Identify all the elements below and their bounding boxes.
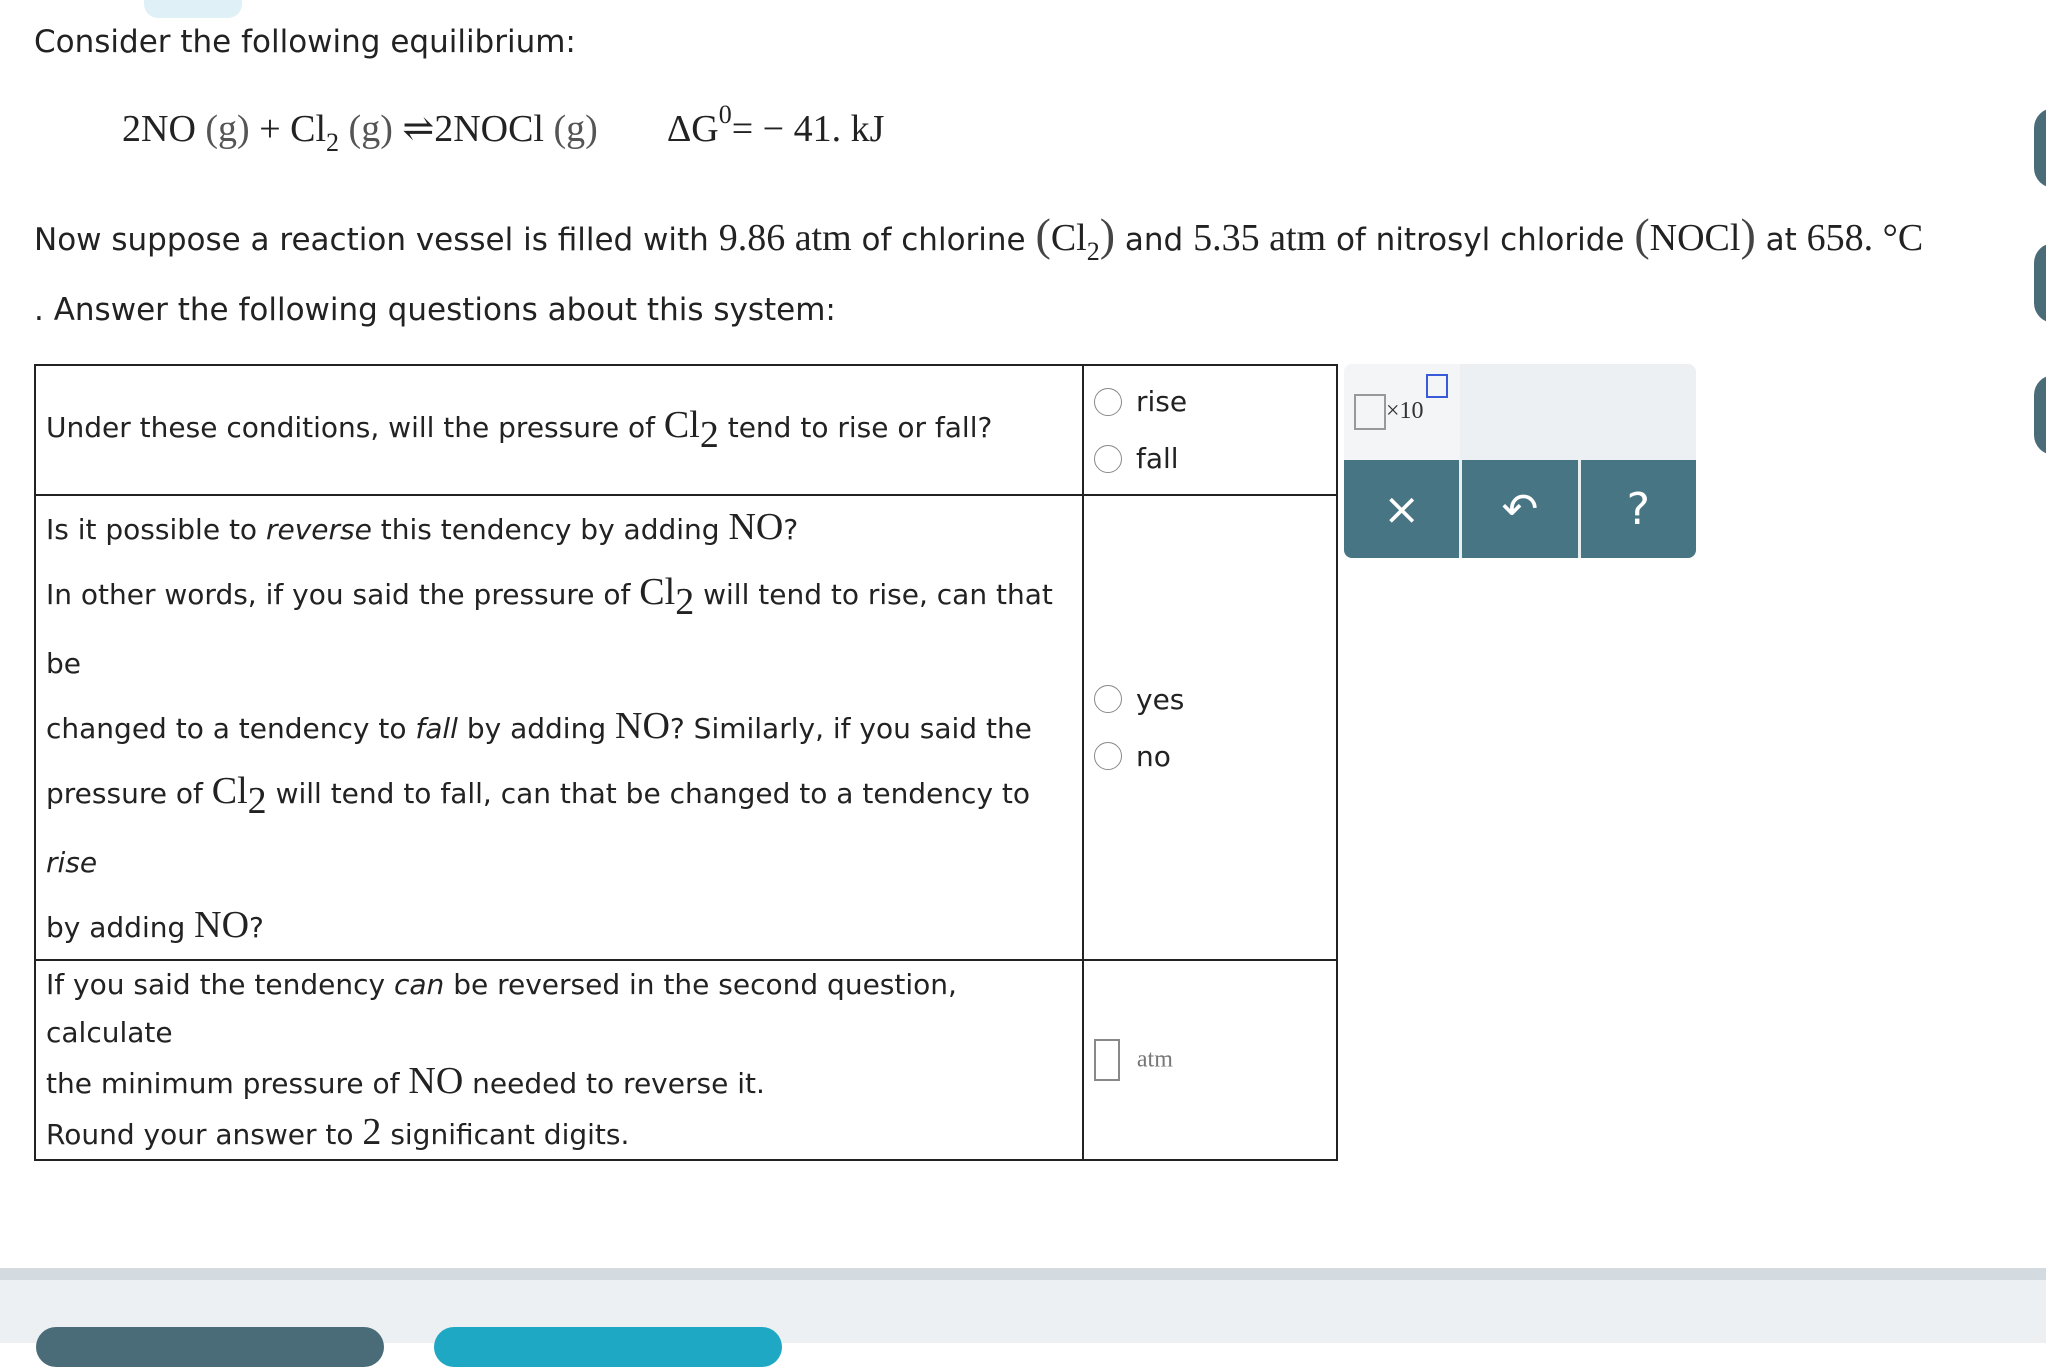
clear-button[interactable]: × — [1344, 460, 1462, 558]
side-button-1[interactable] — [2034, 108, 2046, 188]
footer-button-left[interactable] — [36, 1327, 384, 1367]
problem-prompt: Now suppose a reaction vessel is filled with 9.86 atm of chlorine $(Cl_2)$ and 5.35 atm of nitrosyl chloride (NOCl) at 658. °C . Answer the following questions about this system: — [34, 209, 1924, 328]
question-1: Under these conditions, will the pressure of $Cl_2$ tend to rise or fall? — [35, 365, 1083, 495]
question-table — [34, 364, 1338, 1161]
answer-3 — [1083, 960, 1337, 1160]
answer-1 — [1083, 365, 1337, 495]
delta-g: ΔG — [666, 108, 719, 150]
equilibrium-equation: 2NO $(g) + Cl_2$ (g) ⇌2NOCl (g) $\Delta G^0= - 41$. kJ — [122, 100, 885, 157]
mantissa-box-icon — [1354, 394, 1386, 430]
question-row-3 — [35, 960, 1337, 1160]
option-yes[interactable]: yes — [1094, 671, 1336, 728]
undo-button[interactable]: ↶ — [1462, 460, 1580, 558]
radio-rise[interactable] — [1094, 388, 1122, 416]
sci-notation-area — [1344, 364, 1460, 460]
equilibrium-arrow: ⇌ — [402, 108, 435, 150]
side-button-2[interactable] — [2034, 243, 2046, 323]
exponent-box-icon — [1426, 374, 1448, 398]
question-3: If you said the tendency can be reversed in the second question, calculate the minimum pressure of NO needed to reverse it. Round your answer to 2 significant digits. — [35, 960, 1083, 1160]
question-2: Is it possible to reverse this tendency by adding NO? In other words, if you said the pressure of $Cl_2$ will tend to rise, can that be changed to a tendency to fall by adding NO? Similarly, if you said the pressure of $Cl_2$ will tend to fall, can that be changed to a tendency to rise by adding NO? — [35, 495, 1083, 960]
side-button-3[interactable] — [2034, 375, 2046, 455]
answer-tools-panel — [1344, 364, 1696, 558]
question-row-2 — [35, 495, 1337, 960]
unit-label: atm — [1136, 1046, 1173, 1073]
question-row-1 — [35, 365, 1337, 495]
option-no[interactable]: no — [1094, 728, 1336, 785]
footer-button-right[interactable] — [434, 1327, 782, 1367]
top-tab[interactable] — [144, 0, 242, 18]
help-button[interactable]: ? — [1626, 483, 1650, 535]
radio-yes[interactable] — [1094, 685, 1122, 713]
sci-notation-button[interactable]: ×10 — [1354, 394, 1446, 430]
answer-2 — [1083, 495, 1337, 960]
radio-no[interactable] — [1094, 742, 1122, 770]
option-rise[interactable]: rise — [1094, 373, 1336, 430]
pressure-answer-input[interactable] — [1094, 1039, 1120, 1081]
option-fall[interactable]: fall — [1094, 430, 1336, 487]
panel-toolbar — [1344, 460, 1696, 558]
radio-fall[interactable] — [1094, 445, 1122, 473]
intro-text: Consider the following equilibrium: — [34, 24, 576, 60]
